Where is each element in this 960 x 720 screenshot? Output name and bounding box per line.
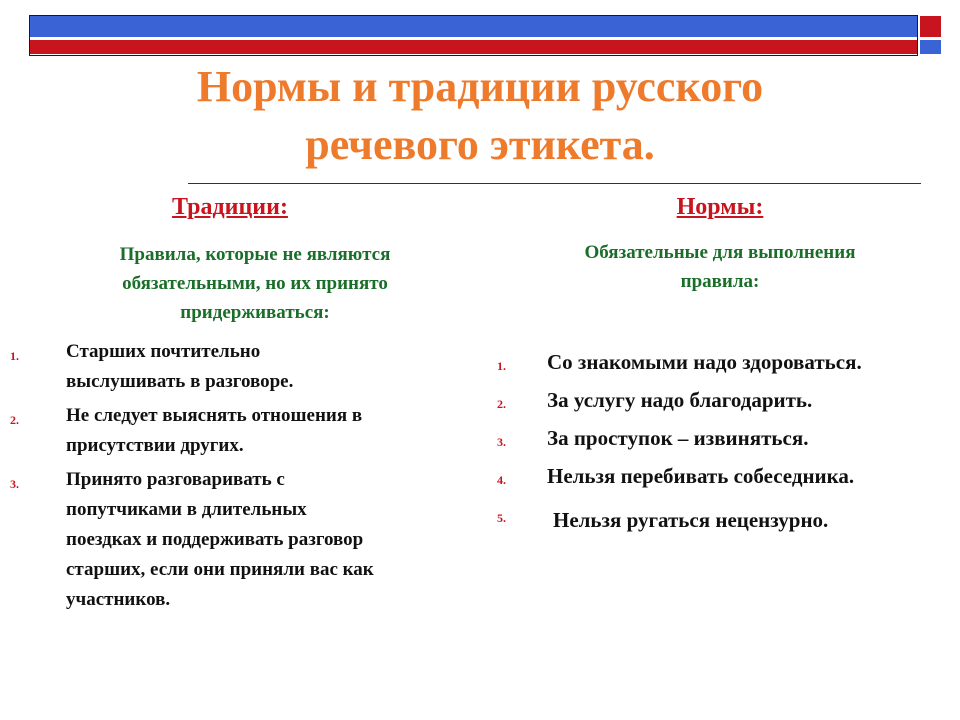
list-item-number: 3.	[497, 435, 506, 449]
list-item-line: старших, если они приняли вас как	[66, 559, 374, 580]
list-item-line: выслушивать в разговоре.	[66, 371, 294, 392]
list-item-text: Нельзя ругаться нецензурно.	[553, 508, 829, 532]
traditions-description-line: придерживаться:	[180, 302, 330, 323]
list-item-number: 1.	[497, 359, 506, 373]
norms-description-line: правила:	[680, 271, 760, 292]
slide-title	[60, 58, 900, 174]
list-item-number: 3.	[10, 477, 19, 491]
traditions-heading: Традиции:	[172, 194, 288, 220]
list-item-number: 1.	[10, 349, 19, 363]
corner-square-blue	[920, 40, 941, 54]
slide-title-line: речевого этикета.	[305, 120, 655, 169]
list-item-number: 2.	[10, 413, 19, 427]
norms-description-line: Обязательные для выполнения	[584, 242, 856, 263]
list-item-line: Не следует выяснять отношения в	[66, 405, 363, 426]
list-item-number: 4.	[497, 473, 506, 487]
slide-title-line: Нормы и традиции русского	[196, 62, 764, 111]
list-item-line: поездках и поддерживать разговор	[66, 529, 364, 550]
list-item	[495, 501, 955, 539]
list-item-text: Со знакомыми надо здороваться.	[547, 350, 862, 374]
list-item	[495, 457, 955, 495]
list-item-text: Нельзя перебивать собеседника.	[547, 464, 855, 488]
traditions-list	[10, 337, 460, 619]
list-item-text: За услугу надо благодарить.	[547, 388, 813, 412]
traditions-description	[40, 240, 470, 327]
norms-description	[510, 238, 930, 296]
list-item-line: Принято разговаривать с	[66, 469, 285, 490]
list-item	[495, 381, 955, 419]
list-item	[495, 343, 955, 381]
header-bar-frame	[29, 15, 918, 56]
list-item-number: 2.	[497, 397, 506, 411]
list-item-text: За проступок – извиняться.	[547, 426, 809, 450]
list-item-line: участников.	[66, 589, 171, 610]
norms-list	[495, 343, 955, 539]
list-item	[495, 419, 955, 457]
title-divider	[188, 183, 921, 184]
list-item-line: присутствии других.	[66, 435, 244, 456]
norms-heading: Нормы:	[676, 194, 764, 220]
list-item	[10, 401, 460, 461]
corner-square-red	[920, 16, 941, 37]
list-item-line: Старших почтительно	[66, 341, 261, 362]
traditions-description-line: Правила, которые не являются	[119, 244, 391, 265]
list-item-line: попутчиками в длительных	[66, 499, 307, 520]
list-item-number: 5.	[497, 511, 506, 525]
list-item	[10, 337, 460, 397]
traditions-description-line: обязательными, но их принято	[122, 273, 388, 294]
list-item	[10, 465, 460, 615]
